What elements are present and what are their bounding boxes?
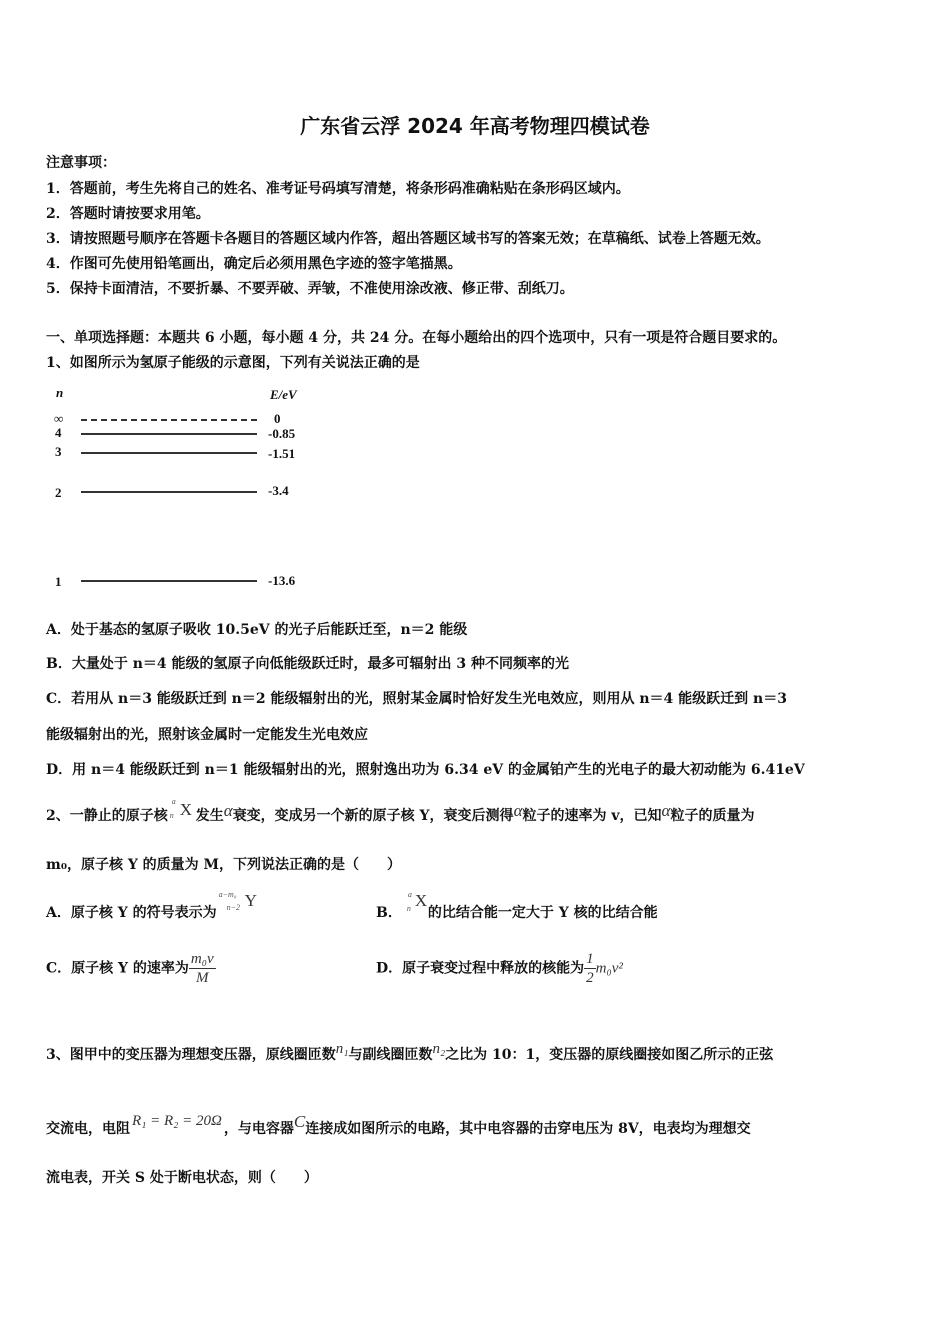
nucleus-x: X <box>179 800 193 819</box>
half-fraction <box>584 950 596 987</box>
diagram-n-label: n <box>56 385 64 400</box>
q2-stem-cont: m₀，原子核 Y 的质量为 M，下列说法正确的是（ ） <box>46 857 402 873</box>
q2-option-c-text: C．原子核 Y 的速率为 <box>46 960 189 977</box>
velocity-fraction <box>189 950 216 987</box>
nucleus-x-symbol <box>168 797 196 820</box>
notice-item: 1．答题前，考生先将自己的姓名、准考证号码填写清楚，将条形码准确粘贴在条形码区域内。 <box>46 181 630 197</box>
fraction-denominator: M <box>196 970 209 986</box>
capacitor-symbol: C <box>293 1112 306 1131</box>
nucleus-x: X <box>414 891 428 910</box>
q1-stem: 1、如图所示为氢原子能级的示意图，下列有关说法正确的是 <box>46 355 420 371</box>
q2-text: 2、一静止的原子核 <box>46 808 168 824</box>
alpha-symbol: α <box>223 801 233 820</box>
energy-level-diagram <box>50 385 320 595</box>
section-heading: 一、单项选择题：本题共 6 小题，每小题 4 分，共 24 分。在每小题给出的四个选项中，只有一项是符合题目要求的。 <box>46 330 787 346</box>
level-n: 2 <box>55 485 62 500</box>
q2-option-b <box>376 890 658 922</box>
primary-turns: n₁ <box>335 1041 349 1057</box>
alpha-symbol: α <box>513 801 523 820</box>
level-n: 4 <box>55 425 62 440</box>
kinetic-term: m₀v² <box>595 960 623 977</box>
q2-option-d <box>376 950 623 987</box>
q2-text: 粒子的质量为 <box>670 808 755 824</box>
q2-stem <box>46 797 755 825</box>
level-energy: -13.6 <box>268 573 296 588</box>
q2-option-a <box>46 890 261 922</box>
atomic-number: n−2 <box>226 903 241 912</box>
q3-text: 之比为 10：1，变压器的原线圈接如图乙所示的正弦 <box>445 1047 774 1063</box>
q3-text: 3、图甲中的变压器为理想变压器，原线圈匝数 <box>46 1047 336 1063</box>
page-title: 广东省云浮 2024 年高考物理四模试卷 <box>300 114 650 138</box>
fraction-denominator: 2 <box>586 970 594 986</box>
q3-text: 交流电，电阻 <box>46 1121 130 1137</box>
q1-option-a: A．处于基态的氢原子吸收 10.5eV 的光子后能跃迁至，n＝2 能级 <box>46 622 468 638</box>
q3-stem-cont <box>46 1112 751 1138</box>
q2-option-b-text: 的比结合能一定大于 Y 核的比结合能 <box>427 905 658 921</box>
q2-option-d-text: D．原子衰变过程中释放的核能为 <box>376 960 585 977</box>
q2-text: 发生 <box>195 808 224 824</box>
q3-stem-cont: 流电表，开关 S 处于断电状态，则（ ） <box>46 1170 318 1186</box>
diagram-e-label: E/eV <box>270 387 297 402</box>
level-line-3 <box>81 452 257 454</box>
level-line-1 <box>81 580 257 582</box>
q3-text: 连接成如图所示的电路，其中电容器的击穿电压为 8V，电表均为理想交 <box>305 1121 751 1137</box>
level-n: 3 <box>55 444 62 459</box>
q1-option-c-cont: 能级辐射出的光，照射该金属时一定能发生光电效应 <box>46 727 368 743</box>
level-energy: -1.51 <box>268 446 296 461</box>
q2-option-a-text: A．原子核 Y 的符号表示为 <box>46 905 217 921</box>
q3-text: 与副线圈匝数 <box>348 1047 433 1063</box>
notice-heading: 注意事项： <box>46 155 116 171</box>
notice-item: 4．作图可先使用铅笔画出，确定后必须用黑色字迹的签字笔描黑。 <box>46 256 462 272</box>
nucleus-y-symbol <box>217 890 261 917</box>
q2-option-b-label: B． <box>376 905 402 921</box>
q2-text: 粒子的速率为 v，已知 <box>522 808 662 824</box>
atomic-number: n <box>169 811 174 820</box>
level-line-4 <box>81 433 257 435</box>
fraction-numerator: 1 <box>586 951 594 967</box>
mass-number: a <box>407 890 412 899</box>
secondary-turns: n₂ <box>432 1041 446 1057</box>
alpha-symbol: α <box>661 801 671 820</box>
level-n: ∞ <box>54 411 64 426</box>
notice-item: 5．保持卡面清洁，不要折暴、不要弄破、弄皱，不准使用涂改液、修正带、刮纸刀。 <box>46 281 574 297</box>
q1-option-d: D．用 n＝4 能级跃迁到 n＝1 能级辐射出的光，照射逸出功为 6.34 eV 的金属铂产生的光电子的最大初动能为 6.41eV <box>46 762 805 778</box>
q3-stem <box>46 1041 774 1064</box>
nucleus-y: Y <box>244 891 257 910</box>
notice-item: 3．请按照题号顺序在答题卡各题目的答题区域内作答，超出答题区域书写的答案无效；在草稿纸、试卷上答题无效。 <box>46 231 770 247</box>
mass-number: a−m₀ <box>218 890 237 899</box>
notice-item: 2．答题时请按要求用笔。 <box>46 206 210 222</box>
nucleus-x-symbol <box>402 890 428 917</box>
level-n: 1 <box>55 574 62 589</box>
q3-text: ，与电容器 <box>223 1121 294 1137</box>
level-energy: -3.4 <box>268 483 289 498</box>
q2-option-c <box>46 950 216 987</box>
q2-text: 衰变，变成另一个新的原子核 Y，衰变后测得 <box>232 808 514 824</box>
mass-number: a <box>171 797 176 806</box>
resistor-values: R₁ = R₂ = 20Ω <box>132 1113 222 1129</box>
q1-option-b: B．大量处于 n＝4 能级的氢原子向低能级跃迁时，最多可辐射出 3 种不同频率的光 <box>46 656 569 672</box>
fraction-numerator: m₀v <box>190 951 214 967</box>
q1-option-c: C．若用从 n＝3 能级跃迁到 n＝2 能级辐射出的光，照射某金属时恰好发生光电效应，则用从 n＝4 能级跃迁到 n＝3 <box>46 691 787 707</box>
atomic-number: n <box>406 904 411 913</box>
level-line-infinity <box>81 419 257 421</box>
level-line-2 <box>81 491 257 493</box>
level-energy: 0 <box>274 411 281 426</box>
level-energy: -0.85 <box>268 426 296 441</box>
